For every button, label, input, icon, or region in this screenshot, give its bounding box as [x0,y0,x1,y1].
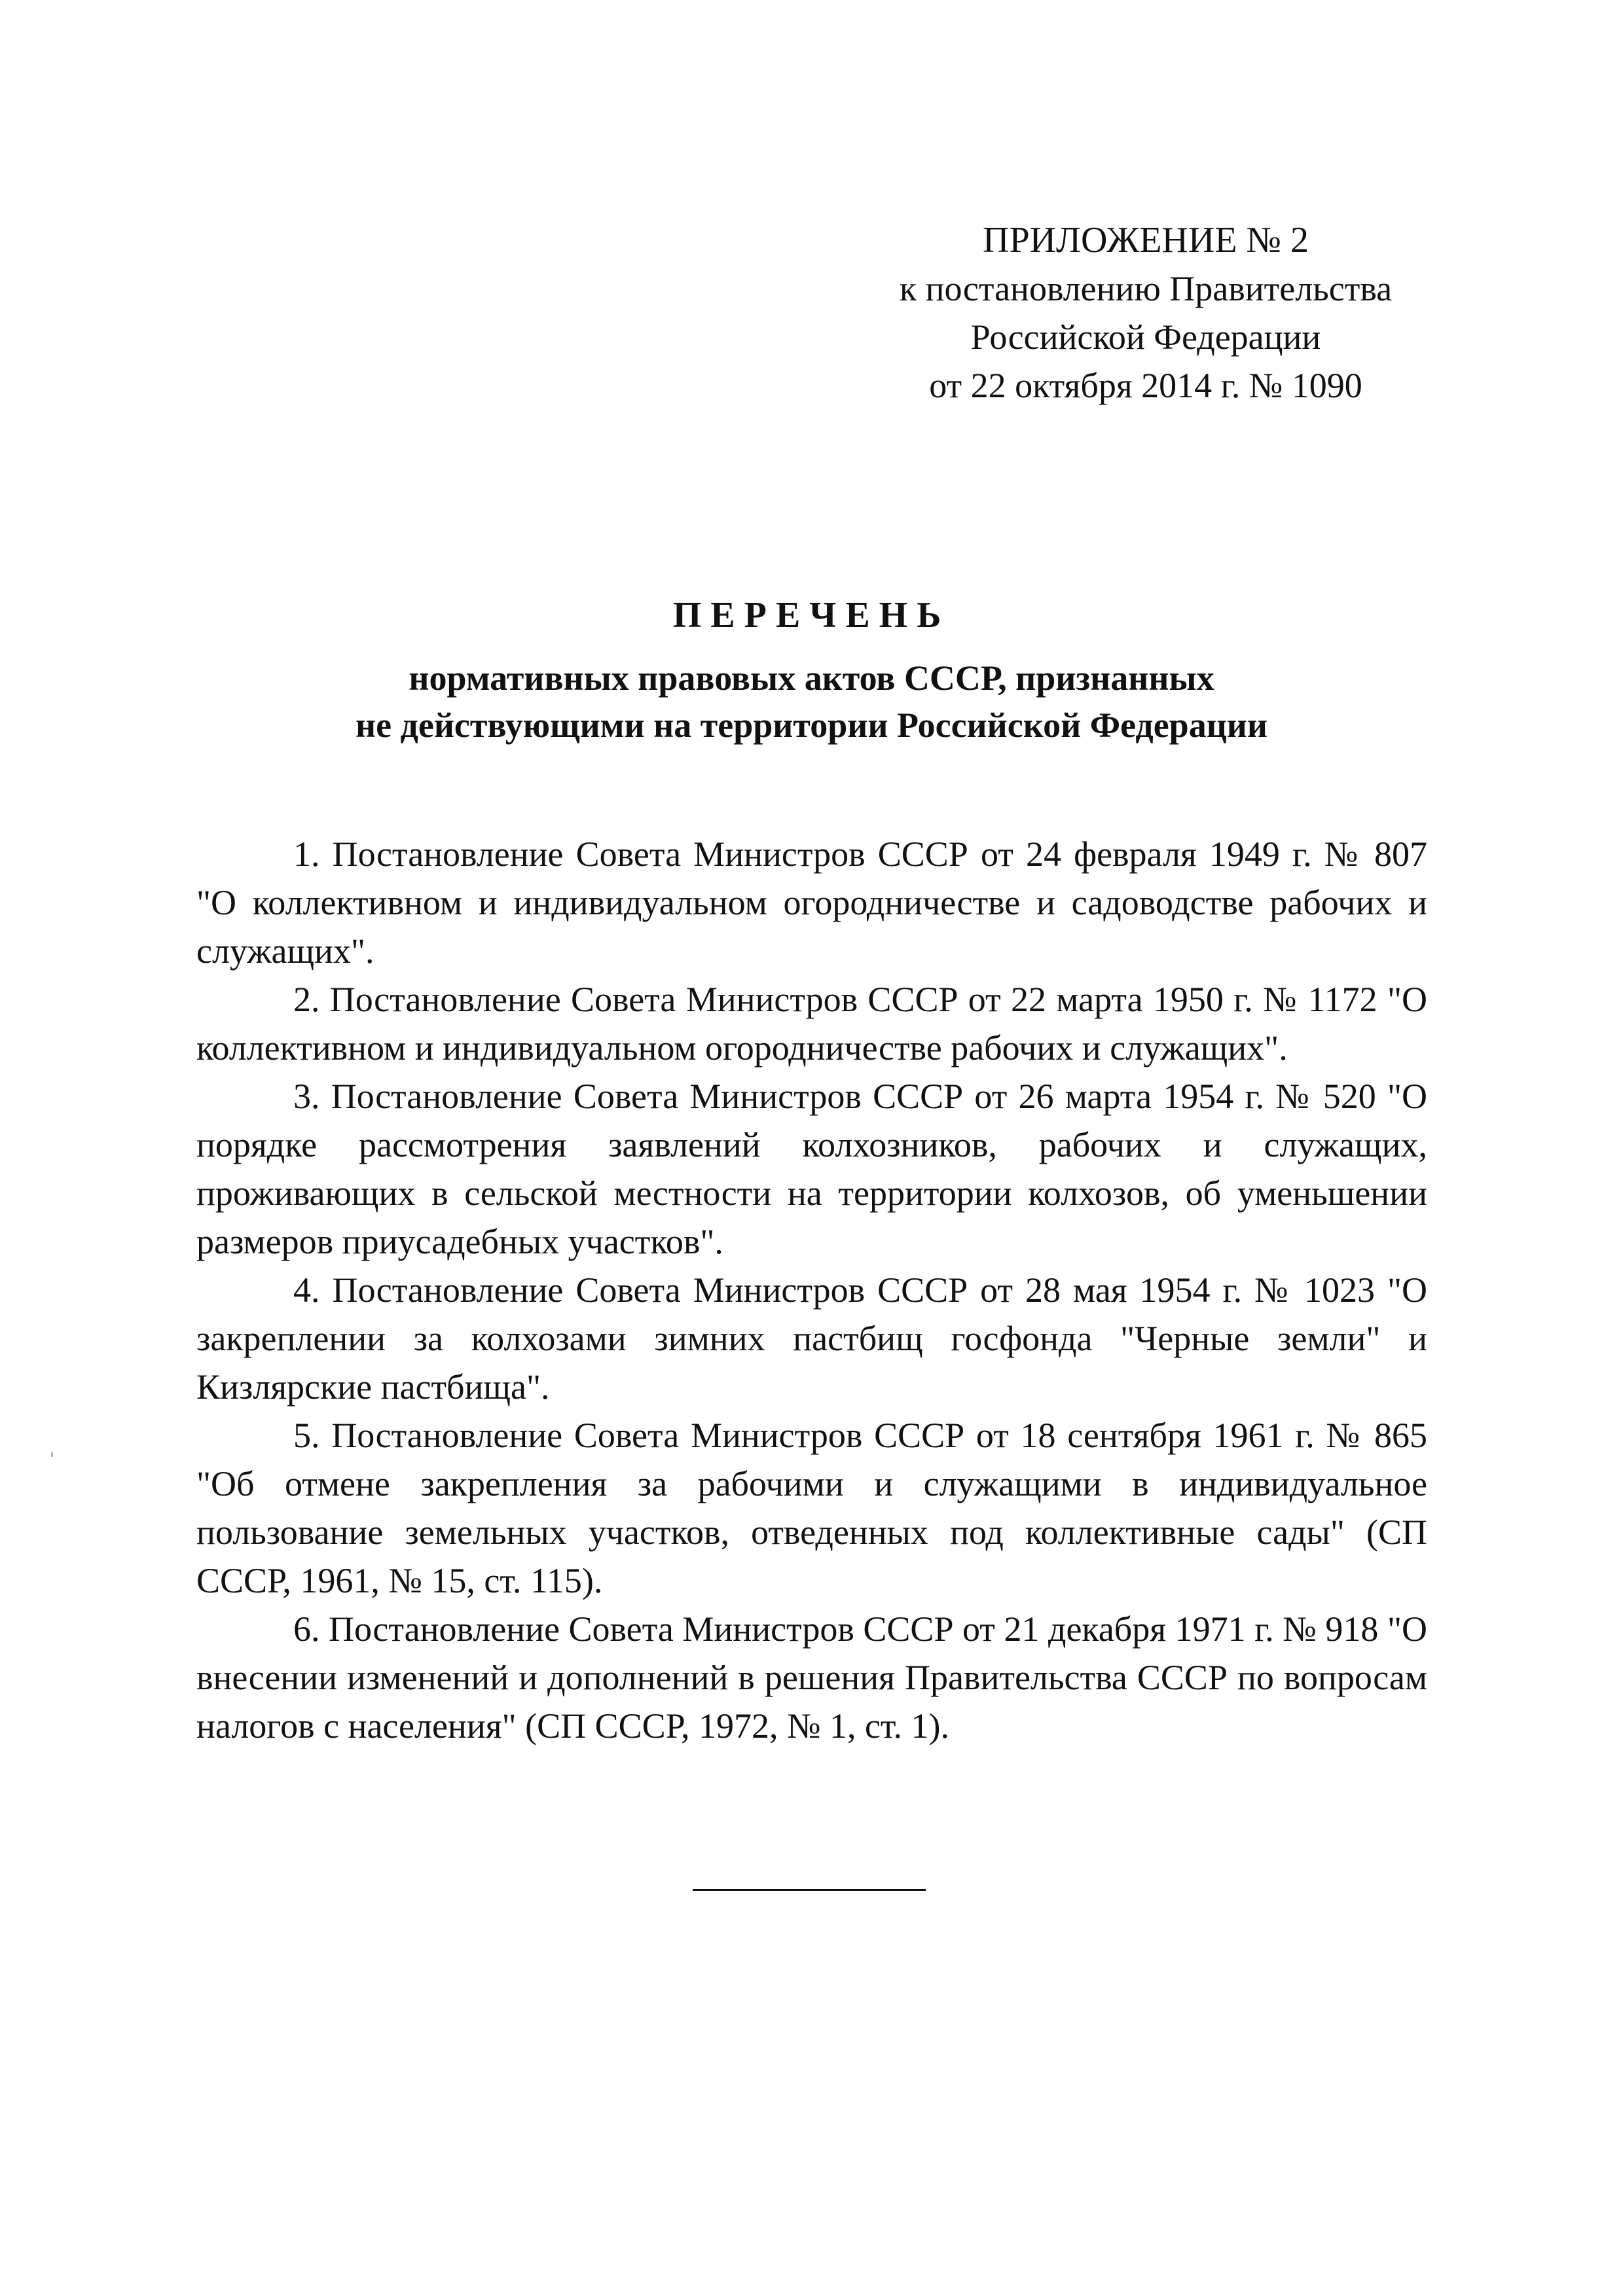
appendix-date-number-line: от 22 октября 2014 г. № 1090 [929,366,1362,405]
end-separator-line [693,1889,926,1891]
subtitle-line-2: не действующими на территории Российской Федерации [355,706,1268,745]
appendix-government-line: Российской Федерации [970,317,1321,357]
scan-speck [51,1452,53,1457]
list-item: 4. Постановление Совета Министров СССР от 28 мая 1954 г. № 1023 "О закреплении за колхозами зимних пастбищ госфонда "Черные земли" и Кизлярские пастбища". [196,1270,1427,1407]
document-subtitle [0,655,1623,749]
subtitle-line-1: нормативных правовых актов СССР, признанных [409,658,1214,698]
list-item: 2. Постановление Совета Министров СССР от 22 марта 1950 г. № 1172 "О коллективном и индивидуальном огородничестве рабочих и служащих". [196,980,1427,1067]
document-title: ПЕРЕЧЕНЬ [672,595,951,636]
appendix-title: ПРИЛОЖЕНИЕ № 2 [983,220,1309,260]
list-item: 1. Постановление Совета Министров СССР от 24 февраля 1949 г. № 807 "О коллективном и индивидуальном огородничестве и садоводстве рабочих и служащих". [196,834,1427,971]
appendix-block [851,216,1440,410]
appendix-resolution-line: к постановлению Правительства [899,269,1393,308]
acts-list [196,830,1427,1750]
list-item: 6. Постановление Совета Министров СССР от 21 декабря 1971 г. № 918 "О внесении изменений и дополнений в решения Правительства СССР по вопросам налогов с населения" (СП СССР, 1972, № 1, ст. 1). [196,1609,1427,1746]
list-item: 5. Постановление Совета Министров СССР от 18 сентября 1961 г. № 865 "Об отмене закрепления за рабочими и служащими в индивидуальное пользование земельных участков, отведенных под коллективные сады" (СП СССР, 1961, № 15, ст. 115). [196,1416,1427,1600]
list-item: 3. Постановление Совета Министров СССР от 26 марта 1954 г. № 520 "О порядке рассмотрения заявлений колхозников, рабочих и служащих, проживающих в сельской местности на территории колхозов, об уменьшении размеров приусадебных участков". [196,1077,1427,1261]
